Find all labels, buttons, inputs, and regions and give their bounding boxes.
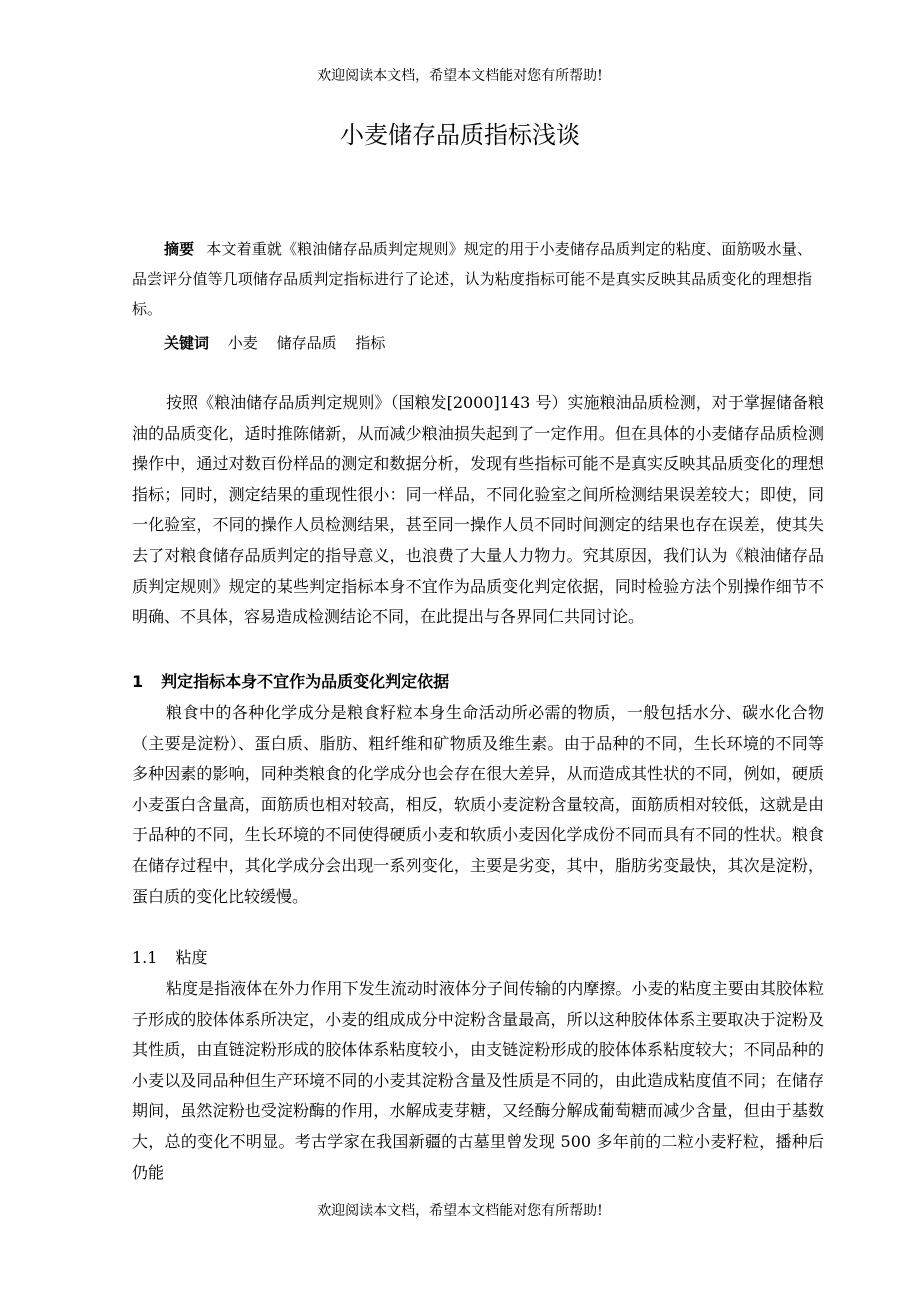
section-heading xyxy=(132,668,824,696)
subsection-number: 1.1 xyxy=(132,948,158,967)
section-title: 判定指标本身不宜作为品质变化判定依据 xyxy=(161,672,450,691)
keyword-item: 小麦 xyxy=(227,334,258,352)
abstract-text: 本文着重就《粮油储存品质判定规则》规定的用于小麦储存品质判定的粘度、面筋吸水量、品尝评分值等几项储存品质判定指标进行了论述，认为粘度指标可能不是真实反映其品质变化的理想指标。 xyxy=(132,240,812,318)
body-paragraph: 粮食中的各种化学成分是粮食籽粒本身生命活动所必需的物质，一般包括水分、碳水化合物（主要是淀粉）、蛋白质、脂肪、粗纤维和矿物质及维生素。由于品种的不同，生长环境的不同等多种因素的影响，同种类粮食的化学成分也会存在很大差异，从而造成其性状的不同，例如，硬质小麦蛋白含量高，面筋质也相对较高，相反，软质小麦淀粉含量较高，面筋质相对较低，这就是由于品种的不同，生长环境的不同使得硬质小麦和软质小麦因化学成份不同而具有不同的性状。粮食在储存过程中，其化学成分会出现一系列变化，主要是劣变，其中，脂肪劣变最快，其次是淀粉，蛋白质的变化比较缓慢。 xyxy=(132,703,824,906)
keyword-item: 指标 xyxy=(355,334,386,352)
subsection-heading xyxy=(132,944,824,972)
document-title: 小麦储存品质指标浅谈 xyxy=(340,121,580,149)
abstract xyxy=(132,234,812,324)
section-number: 1 xyxy=(132,672,144,691)
body-paragraph: 按照《粮油储存品质判定规则》（国粮发[2000]143 号）实施粮油品质检测，对于掌握储备粮油的品质变化，适时推陈储新，从而减少粮油损失起到了一定作用。但在具体的小麦储存品质检测操作中，通过对数百份样品的测定和数据分析，发现有些指标可能不是真实反映其品质变化的理想指标；同时，测定结果的重现性很小：同一样品，不同化验室之间所检测结果误差较大；即使，同一化验室，不同的操作人员检测结果，甚至同一操作人员不同时间测定的结果也存在误差，使其失去了对粮食储存品质判定的指导意义，也浪费了大量人力物力。究其原因，我们认为《粮油储存品质判定规则》规定的某些判定指标本身不宜作为品质变化判定依据，同时检验方法个别操作细节不明确、不具体，容易造成检测结论不同，在此提出与各界同仁共同讨论。 xyxy=(132,393,824,627)
footer-note: 欢迎阅读本文档，希望本文档能对您有所帮助! xyxy=(317,1203,603,1219)
keyword-item: 储存品质 xyxy=(276,334,337,352)
header-note: 欢迎阅读本文档，希望本文档能对您有所帮助! xyxy=(317,68,603,84)
abstract-label: 摘要 xyxy=(164,240,195,258)
subsection-title: 粘度 xyxy=(175,948,208,967)
keywords xyxy=(164,328,814,358)
keywords-label: 关键词 xyxy=(164,334,210,352)
body-paragraph: 粘度是指液体在外力作用下发生流动时液体分子间传输的内摩擦。小麦的粘度主要由其胶体粒子形成的胶体体系所决定，小麦的组成成分中淀粉含量最高，所以这种胶体体系主要取决于淀粉及其性质，由直链淀粉形成的胶体体系粘度较小，由支链淀粉形成的胶体体系粘度较大；不同品种的小麦以及同品种但生产环境不同的小麦其淀粉含量及性质是不同的，由此造成粘度值不同；在储存期间，虽然淀粉也受淀粉酶的作用，水解成麦芽糖，又经酶分解成葡萄糖而减少含量，但由于基数大，总的变化不明显。考古学家在我国新疆的古墓里曾发现 500 多年前的二粒小麦籽粒，播种后仍能 xyxy=(132,979,824,1182)
